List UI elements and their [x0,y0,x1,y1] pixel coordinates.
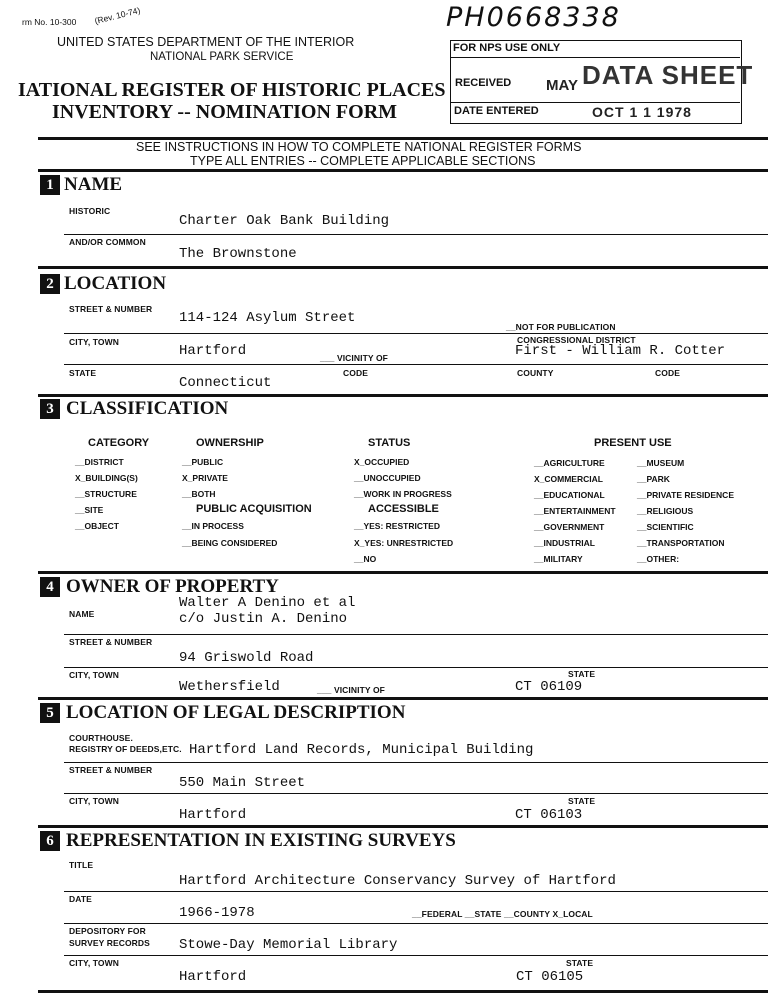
section-1-title: NAME [64,174,123,195]
legal-state-label: STATE [568,796,596,806]
section-rule [38,697,768,700]
present-use-option: __RELIGIOUS [637,506,694,516]
section-rule [38,990,768,993]
present-use-option: __OTHER: [637,554,680,564]
section-1-number: 1 [40,175,60,195]
owner-city-label: CITY, TOWN [69,670,119,680]
category-header: CATEGORY [88,437,150,449]
rule [64,891,768,892]
received-label: RECEIVED [455,77,512,89]
category-option: __SITE [75,505,104,515]
acquisition-option: __IN PROCESS [182,521,244,531]
accessible-option: X_YES: UNRESTRICTED [354,538,454,548]
present-use-option: __TRANSPORTATION [637,538,725,548]
present-use-option: __PARK [637,474,670,484]
category-option: __STRUCTURE [75,489,137,499]
street-value: 114-124 Asylum Street [179,310,356,326]
status-option: __WORK IN PROGRESS [354,489,452,499]
ownership-option: X_PRIVATE [182,473,228,483]
instructions-line1: SEE INSTRUCTIONS IN HOW TO COMPLETE NATIONAL REGISTER FORMS [136,140,582,154]
owner-state-label: STATE [568,669,596,679]
rule [64,793,768,794]
section-rule [38,394,768,397]
status-option: X_OCCUPIED [354,457,410,467]
legal-street-label: STREET & NUMBER [69,765,153,775]
code-label: CODE [343,368,368,378]
rule [64,923,768,924]
section-3-number: 3 [40,399,60,419]
registry-label: REGISTRY OF DEEDS,ETC. [69,744,182,754]
section-4-number: 4 [40,577,60,597]
section-4-title: OWNER OF PROPERTY [66,576,279,597]
state-value: Connecticut [179,375,272,391]
ownership-option: __BOTH [182,489,216,499]
rule [64,955,768,956]
survey-level-options: __FEDERAL __STATE __COUNTY X_LOCAL [412,909,593,919]
section-2-number: 2 [40,274,60,294]
section-rule [38,825,768,828]
nps-use-label: FOR NPS USE ONLY [453,42,561,54]
data-sheet-stamp: DATA SHEET [582,60,754,90]
vicinity-label: ___ VICINITY OF [320,353,388,363]
rule [64,364,768,365]
form-number: rm No. 10-300 [22,17,77,27]
category-option: __OBJECT [75,521,119,531]
common-name-value: The Brownstone [179,246,297,262]
legal-city-value: Hartford [179,807,247,823]
ownership-header: OWNERSHIP [196,437,264,449]
nps-divider-2 [451,102,740,103]
depository-value: Stowe-Day Memorial Library [179,937,398,953]
legal-city-label: CITY, TOWN [69,796,119,806]
legal-state-value: CT 06103 [515,807,583,823]
street-label: STREET & NUMBER [69,304,153,314]
form-title-line2: INVENTORY -- NOMINATION FORM [52,101,398,123]
instructions-line2: TYPE ALL ENTRIES -- COMPLETE APPLICABLE SECTIONS [190,154,536,168]
rule [64,762,768,763]
handwritten-reference-id: PH0668338 [446,2,621,33]
owner-street-label: STREET & NUMBER [69,637,153,647]
present-use-option: __SCIENTIFIC [637,522,694,532]
legal-street-value: 550 Main Street [179,775,306,791]
present-use-header: PRESENT USE [594,437,672,449]
historic-name-value: Charter Oak Bank Building [179,213,390,229]
accessible-option: __YES: RESTRICTED [354,521,440,531]
survey-title-label: TITLE [69,860,94,870]
accessible-option: __NO [354,554,377,564]
owner-vicinity-label: ___ VICINITY OF [317,685,385,695]
section-rule [38,571,768,574]
owner-name-line2: c/o Justin A. Denino [179,611,348,627]
accessible-header: ACCESSIBLE [368,503,439,515]
received-stamp: MAY [546,77,578,94]
rule [64,634,768,635]
present-use-option: __PRIVATE RESIDENCE [637,490,734,500]
category-option: __DISTRICT [75,457,124,467]
status-option: __UNOCCUPIED [354,473,421,483]
owner-name-line1: Walter A Denino et al [179,595,356,611]
present-use-option: __EDUCATIONAL [534,490,605,500]
courthouse-label: COURTHOUSE. [69,733,133,743]
survey-state-label: STATE [566,958,594,968]
owner-city-value: Wethersfield [179,679,280,695]
survey-state-value: CT 06105 [516,969,584,985]
present-use-option: __GOVERNMENT [534,522,605,532]
congressional-district-label: CONGRESSIONAL DISTRICT [517,335,636,345]
department-name: UNITED STATES DEPARTMENT OF THE INTERIOR [57,35,355,49]
survey-date-label: DATE [69,894,92,904]
date-entered-label: DATE ENTERED [454,105,539,117]
form-title-line1: IATIONAL REGISTER OF HISTORIC PLACES [18,79,446,101]
depository-label-2: SURVEY RECORDS [69,938,150,948]
status-header: STATUS [368,437,411,449]
ownership-option: __PUBLIC [182,457,224,467]
rule [64,667,768,668]
survey-city-label: CITY, TOWN [69,958,119,968]
owner-name-label: NAME [69,609,95,619]
owner-state-value: CT 06109 [515,679,583,695]
present-use-option: __MUSEUM [637,458,685,468]
date-entered-stamp: OCT 1 1 1978 [592,104,692,120]
form-revision: (Rev. 10-74) [93,5,142,27]
section-rule [38,266,768,269]
service-name: NATIONAL PARK SERVICE [150,51,294,63]
rule [64,333,768,334]
depository-label-1: DEPOSITORY FOR [69,926,146,936]
county-code-label: CODE [655,368,680,378]
survey-city-value: Hartford [179,969,247,985]
present-use-option: __MILITARY [534,554,583,564]
section-6-title: REPRESENTATION IN EXISTING SURVEYS [66,830,456,851]
section-5-title: LOCATION OF LEGAL DESCRIPTION [66,702,406,723]
historic-label: HISTORIC [69,206,111,216]
acquisition-option: __BEING CONSIDERED [182,538,278,548]
state-label: STATE [69,368,97,378]
present-use-option: __AGRICULTURE [534,458,605,468]
common-name-label: AND/OR COMMON [69,237,146,247]
congressional-district-value: First - William R. Cotter [515,343,726,359]
survey-title-value: Hartford Architecture Conservancy Survey of Hartford [179,873,616,889]
section-2-title: LOCATION [64,273,167,294]
rule [64,234,768,235]
section-3-title: CLASSIFICATION [66,398,229,419]
category-option: X_BUILDING(S) [75,473,138,483]
county-label: COUNTY [517,368,554,378]
public-acquisition-header: PUBLIC ACQUISITION [196,503,312,515]
owner-street-value: 94 Griswold Road [179,650,314,666]
nps-divider [451,57,740,58]
present-use-option: X_COMMERCIAL [534,474,603,484]
survey-date-value: 1966-1978 [179,905,255,921]
section-6-number: 6 [40,831,60,851]
not-for-publication: __NOT FOR PUBLICATION [506,322,616,332]
section-5-number: 5 [40,703,60,723]
courthouse-value: Hartford Land Records, Municipal Building [189,742,534,758]
city-value: Hartford [179,343,247,359]
present-use-option: __ENTERTAINMENT [534,506,616,516]
present-use-option: __INDUSTRIAL [534,538,595,548]
instructions-rule [38,169,768,172]
city-label: CITY, TOWN [69,337,119,347]
